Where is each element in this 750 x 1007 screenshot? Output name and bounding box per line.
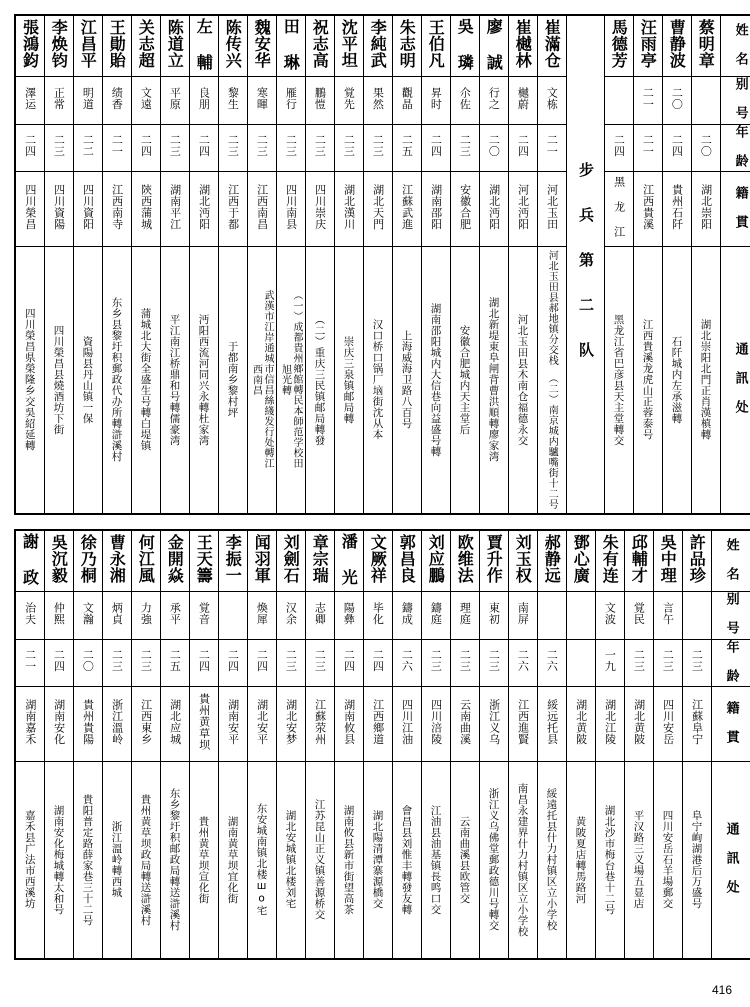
cell-address: 江西貴溪龙虎山正蓉泰号 xyxy=(633,247,662,515)
cell-address: 黑龙江省巴彦县天主堂轉交 xyxy=(604,247,633,515)
cell-age: 二四 xyxy=(189,639,218,687)
cell-name: 王天籌 xyxy=(189,530,218,592)
cell-address: 湖南安化梅城轉太和号 xyxy=(44,762,73,960)
cell-age: 一九 xyxy=(595,639,624,687)
row-header-name: 姓 名 xyxy=(711,530,750,592)
row-header-origin: 籍 貫 xyxy=(720,172,750,247)
cell-name: 李振一 xyxy=(218,530,247,592)
cell-address: 浙江溫岭轉西城 xyxy=(102,762,131,960)
cell-address: 平汉路三义場五显店 xyxy=(624,762,653,960)
cell-alias: 行之 xyxy=(479,77,508,125)
cell-alias: 覚民 xyxy=(624,592,653,640)
cell-age: 二〇 xyxy=(691,124,720,172)
cell-origin: 湖南邵阳 xyxy=(421,172,450,247)
cell-alias-blank xyxy=(537,592,566,640)
cell-origin: 湖北漢川 xyxy=(334,172,363,247)
cell-name: 祝志高 xyxy=(305,15,334,77)
cell-address: 四川榮昌县燒酒坊下街 xyxy=(44,247,73,515)
cell-name: 邱輔才 xyxy=(624,530,653,592)
cell-alias: 治夫 xyxy=(15,592,44,640)
cell-address: 上海威海卫路八百号 xyxy=(392,247,421,515)
cell-address: （二）重庆三民镇邮局轉發 xyxy=(305,247,334,515)
cell-address: 石阡城内左承滋轉 xyxy=(662,247,691,515)
cell-name: 朱有连 xyxy=(595,530,624,592)
cell-origin: 江蘇阜宁 xyxy=(682,687,711,762)
cell-age: 二四 xyxy=(508,124,537,172)
row-header-address: 通 訊 处 xyxy=(720,247,750,515)
cell-origin: 四川涪陵 xyxy=(421,687,450,762)
cell-address: 武漢市江岸通城市信昌絲綫发行处轉江西南昌 xyxy=(247,247,276,515)
cell-origin: 浙江溫岭 xyxy=(102,687,131,762)
cell-alias: 東初 xyxy=(479,592,508,640)
cell-age: 二三 xyxy=(305,124,334,172)
cell-age: 二三 xyxy=(421,639,450,687)
cell-name: 王勛貽 xyxy=(102,15,131,77)
cell-name: 崔樾林 xyxy=(508,15,537,77)
cell-age: 二四 xyxy=(604,124,633,172)
table-row xyxy=(15,639,750,687)
table-row xyxy=(15,77,750,125)
cell-name: 关志超 xyxy=(131,15,160,77)
cell-name: 刘应鵬 xyxy=(421,530,450,592)
cell-age: 二四 xyxy=(334,639,363,687)
cell-origin: 貴州貴陽 xyxy=(73,687,102,762)
cell-alias: 平原 xyxy=(160,77,189,125)
cell-origin: 江西南寺 xyxy=(102,172,131,247)
cell-address: 貴阳普定路薛家巷三十二号 xyxy=(73,762,102,960)
cell-origin: 湖北沔阳 xyxy=(479,172,508,247)
cell-name: 謝 政 xyxy=(15,530,44,592)
row-header-age: 年 龄 xyxy=(720,124,750,172)
cell-origin: 江蘇武進 xyxy=(392,172,421,247)
cell-age: 二四 xyxy=(662,124,691,172)
cell-origin: 湖南嘉禾 xyxy=(15,687,44,762)
cell-alias: 志卿 xyxy=(305,592,334,640)
cell-alias: 良朋 xyxy=(189,77,218,125)
cell-alias: 樾蔚 xyxy=(508,77,537,125)
cell-age: 二六 xyxy=(508,639,537,687)
cell-age: 二一 xyxy=(102,124,131,172)
cell-address: 四川榮昌県榮隆乡交吳紹延轉 xyxy=(15,247,44,515)
cell-address: 于都南乡黎村坪 xyxy=(218,247,247,515)
row-header-age: 年 龄 xyxy=(711,639,750,687)
table-row xyxy=(15,592,750,640)
cell-address: 湖北陽清潭寨源橋交 xyxy=(363,762,392,960)
cell-address: 湖北沙市梅台巷十二号 xyxy=(595,762,624,960)
page-number: 416 xyxy=(711,983,732,997)
cell-alias: 南屏 xyxy=(508,592,537,640)
cell-origin: 云南曲溪 xyxy=(450,687,479,762)
cell-age: 二三 xyxy=(276,124,305,172)
cell-age: 二四 xyxy=(363,639,392,687)
cell-address: （一）成都貴州鄉館轉民本師范学校田旭光轉 xyxy=(276,247,305,515)
cell-address: 平江南江桥鼎和号轉儒豪湾 xyxy=(160,247,189,515)
cell-address: 安徽合肥城内天主堂后 xyxy=(450,247,479,515)
cell-name: 廖 誠 xyxy=(479,15,508,77)
cell-address: 云南曲溪县欧管交 xyxy=(450,762,479,960)
cell-address: 會昌县刘惟丰轉發友轉 xyxy=(392,762,421,960)
cell-origin: 湖南攸县 xyxy=(334,687,363,762)
cell-origin: 江蘇荥州 xyxy=(305,687,334,762)
cell-alias: 理庭 xyxy=(450,592,479,640)
cell-origin: 江西于都 xyxy=(218,172,247,247)
row-header-name: 姓 名 xyxy=(720,15,750,77)
table-separator xyxy=(14,515,736,529)
cell-origin: 四川崇庆 xyxy=(305,172,334,247)
cell-age: 二五 xyxy=(160,639,189,687)
cell-name: 李純武 xyxy=(363,15,392,77)
row-header-alias: 别 号 xyxy=(720,77,750,125)
row-header-alias: 别 号 xyxy=(711,592,750,640)
table-row xyxy=(15,530,750,592)
cell-origin: 湖北应城 xyxy=(160,687,189,762)
cell-alias: 文遠 xyxy=(131,77,160,125)
cell-alias: 鑄成 xyxy=(392,592,421,640)
cell-age: 二三 xyxy=(276,639,305,687)
cell-address: 湖南攸县新市街望高茶 xyxy=(334,762,363,960)
cell-alias: 二〇 xyxy=(662,77,691,125)
cell-age: 二三 xyxy=(450,124,479,172)
cell-origin: 江西進賢 xyxy=(508,687,537,762)
cell-age: 二四 xyxy=(131,124,160,172)
cell-age: 二五 xyxy=(392,124,421,172)
cell-alias: 文瀚 xyxy=(73,592,102,640)
cell-address: 东乡黎圩积邮政局轉送滸溪村 xyxy=(160,762,189,960)
cell-origin: 黑 龙 江 xyxy=(604,172,633,247)
cell-age: 二三 xyxy=(682,639,711,687)
cell-name: 欧维法 xyxy=(450,530,479,592)
cell-origin: 湖北安平 xyxy=(247,687,276,762)
row-header-address: 通 訊 处 xyxy=(711,762,750,960)
table-row xyxy=(15,15,750,77)
cell-name: 曹静波 xyxy=(662,15,691,77)
cell-name: 李焕钧 xyxy=(44,15,73,77)
cell-age: 二〇 xyxy=(479,124,508,172)
cell-age: 二三 xyxy=(334,124,363,172)
cell-name: 章宗瑞 xyxy=(305,530,334,592)
cell-name: 金開焱 xyxy=(160,530,189,592)
cell-alias: 覚音 xyxy=(189,592,218,640)
cell-origin: 四川榮昌 xyxy=(15,172,44,247)
cell-name: 王伯凡 xyxy=(421,15,450,77)
cell-age: 二三 xyxy=(218,124,247,172)
cell-alias: 黎生 xyxy=(218,77,247,125)
cell-age: 二三 xyxy=(247,124,276,172)
cell-alias-blank xyxy=(566,592,595,640)
cell-address: 湖南黄草坝宜化街 xyxy=(218,762,247,960)
cell-address: 江油县油基镇長鸣口交 xyxy=(421,762,450,960)
cell-origin: 湖北安梦 xyxy=(276,687,305,762)
cell-address: 綏遠托县什力村镇区立小学校 xyxy=(537,762,566,960)
cell-age: 二三 xyxy=(479,639,508,687)
cell-address: 河北玉田县木南仓福德永交 xyxy=(508,247,537,515)
cell-origin: 四川資阳 xyxy=(73,172,102,247)
cell-name: 曹永湘 xyxy=(102,530,131,592)
cell-address: 南昌永建界什力村镇区立小学校 xyxy=(508,762,537,960)
cell-name: 鄧心廣 xyxy=(566,530,595,592)
cell-alias: 觀晶 xyxy=(392,77,421,125)
cell-age: 二三 xyxy=(131,639,160,687)
cell-address: 浙江义乌佛堂郵政德川号轉交 xyxy=(479,762,508,960)
cell-age: 二三 xyxy=(363,124,392,172)
cell-address: 湖北新堤東阜闸背曹洪順轉廖家湾 xyxy=(479,247,508,515)
cell-age: 二三 xyxy=(44,124,73,172)
cell-origin: 湖北崇阳 xyxy=(691,172,720,247)
table-row xyxy=(15,172,750,247)
cell-age: 二三 xyxy=(102,639,131,687)
cell-age-blank xyxy=(566,639,595,687)
cell-origin: 四川安岳 xyxy=(653,687,682,762)
cell-address: 貴州黄草坝宣化街 xyxy=(189,762,218,960)
cell-origin: 江西鄉道 xyxy=(363,687,392,762)
cell-origin: 四川南县 xyxy=(276,172,305,247)
cell-alias: 尒佐 xyxy=(450,77,479,125)
cell-alias: 文栋 xyxy=(537,77,566,125)
cell-age: 二四 xyxy=(421,124,450,172)
cell-name: 吳沉毅 xyxy=(44,530,73,592)
cell-alias: 炳貞 xyxy=(102,592,131,640)
cell-name: 江昌平 xyxy=(73,15,102,77)
cell-age: 二三 xyxy=(160,124,189,172)
cell-name: 沈平坦 xyxy=(334,15,363,77)
cell-alias: 鵬愷 xyxy=(305,77,334,125)
cell-address: 貴州黄草坝政局轉送滸溪村 xyxy=(131,762,160,960)
roster-table-2 xyxy=(14,529,750,960)
cell-origin: 湖南平江 xyxy=(160,172,189,247)
cell-age: 二三 xyxy=(653,639,682,687)
cell-address: 阜宁峋湖港后万盛号 xyxy=(682,762,711,960)
cell-origin: 四川資陽 xyxy=(44,172,73,247)
cell-address: 湖南邵阳城内大信巷向益盛号轉 xyxy=(421,247,450,515)
cell-name: 闻羽軍 xyxy=(247,530,276,592)
table-row xyxy=(15,762,750,960)
cell-alias: 澤运 xyxy=(15,77,44,125)
cell-origin: 江西東乡 xyxy=(131,687,160,762)
table-row xyxy=(15,247,750,515)
cell-name: 潘 光 xyxy=(334,530,363,592)
cell-origin: 江西貴溪 xyxy=(633,172,662,247)
cell-alias: 言午 xyxy=(653,592,682,640)
cell-alias: 寒暉 xyxy=(247,77,276,125)
cell-alias: 文波 xyxy=(595,592,624,640)
cell-origin: 江西南昌 xyxy=(247,172,276,247)
cell-name: 許品珍 xyxy=(682,530,711,592)
cell-name: 刘劍石 xyxy=(276,530,305,592)
cell-address: 东乡县黎圩积郵政代办所轉滸溪村 xyxy=(102,247,131,515)
cell-name: 賈升作 xyxy=(479,530,508,592)
cell-alias: 明道 xyxy=(73,77,102,125)
cell-origin: 貴州石阡 xyxy=(662,172,691,247)
cell-alias: 力強 xyxy=(131,592,160,640)
cell-name: 吳 璘 xyxy=(450,15,479,77)
cell-address: 嘉禾县广法市西溪坊 xyxy=(15,762,44,960)
cell-origin: 湖北天門 xyxy=(363,172,392,247)
cell-origin: 浙江义乌 xyxy=(479,687,508,762)
cell-age: 二一 xyxy=(537,124,566,172)
cell-alias: 汉余 xyxy=(276,592,305,640)
cell-age: 二六 xyxy=(392,639,421,687)
cell-origin: 湖北黄陂 xyxy=(566,687,595,762)
cell-origin: 湖北黄陂 xyxy=(624,687,653,762)
table-row xyxy=(15,687,750,762)
cell-alias: 仲熙 xyxy=(44,592,73,640)
cell-address: 資陽县丹山镇一保 xyxy=(73,247,102,515)
cell-name: 吳中理 xyxy=(653,530,682,592)
cell-origin: 湖北江陵 xyxy=(595,687,624,762)
cell-origin: 河北玉田 xyxy=(537,172,566,247)
cell-address: 四川安岳石羊場郵交 xyxy=(653,762,682,960)
cell-age: 二二 xyxy=(73,124,102,172)
cell-age: 二一 xyxy=(15,639,44,687)
cell-name: 徐乃桐 xyxy=(73,530,102,592)
cell-name: 張鴻鈞 xyxy=(15,15,44,77)
table-row xyxy=(15,124,750,172)
cell-name: 陈道立 xyxy=(160,15,189,77)
cell-alias: 鑄庭 xyxy=(421,592,450,640)
cell-address: 东安城南镇北楼шо宅 xyxy=(247,762,276,960)
cell-alias: 陽彝 xyxy=(334,592,363,640)
roster-table-1 xyxy=(14,14,750,515)
cell-name: 郭昌良 xyxy=(392,530,421,592)
cell-origin: 四川江油 xyxy=(392,687,421,762)
cell-name: 左 輔 xyxy=(189,15,218,77)
cell-origin: 河北沔阳 xyxy=(508,172,537,247)
cell-address: 黄陂夏店轉馬路河 xyxy=(566,762,595,960)
cell-name: 陈传兴 xyxy=(218,15,247,77)
cell-alias: 覚先 xyxy=(334,77,363,125)
cell-age: 二四 xyxy=(189,124,218,172)
cell-age: 二三 xyxy=(450,639,479,687)
cell-alias: 正常 xyxy=(44,77,73,125)
unit-label-cell: 步 兵 第 二 队 xyxy=(566,15,604,514)
cell-name: 馬德芳 xyxy=(604,15,633,77)
cell-address: 蒲城北大街全盛生号轉白堤镇 xyxy=(131,247,160,515)
cell-name: 郝静远 xyxy=(537,530,566,592)
cell-alias: 雁行 xyxy=(276,77,305,125)
cell-origin: 安徽合肥 xyxy=(450,172,479,247)
cell-age: 二六 xyxy=(537,639,566,687)
cell-address: 湖北安城镇北楼刘宅 xyxy=(276,762,305,960)
cell-alias: 果然 xyxy=(363,77,392,125)
cell-alias-blank xyxy=(682,592,711,640)
cell-alias-blank xyxy=(604,77,633,125)
cell-alias: 煥犀 xyxy=(247,592,276,640)
cell-address: 江苏昆山正义镇善源桥交 xyxy=(305,762,334,960)
cell-address: 汉口桥口锅厂垴街沈从本 xyxy=(363,247,392,515)
cell-alias-blank xyxy=(218,592,247,640)
cell-age: 二〇 xyxy=(73,639,102,687)
cell-alias: 绩香 xyxy=(102,77,131,125)
cell-name: 田 琳 xyxy=(276,15,305,77)
cell-age: 二四 xyxy=(15,124,44,172)
cell-age: 二四 xyxy=(218,639,247,687)
cell-alias: 二一 xyxy=(633,77,662,125)
cell-address: 河北玉田县郝地镇分交栈 （二）南京城内驢嘴街十二号 xyxy=(537,247,566,515)
cell-name: 朱志明 xyxy=(392,15,421,77)
cell-age: 二四 xyxy=(247,639,276,687)
cell-age: 二三 xyxy=(624,639,653,687)
cell-address: 沔阳西流河同兴永轉杜家湾 xyxy=(189,247,218,515)
row-header-origin: 籍 貫 xyxy=(711,687,750,762)
cell-alias: 毕化 xyxy=(363,592,392,640)
cell-alias: 昇时 xyxy=(421,77,450,125)
cell-name: 蔡明章 xyxy=(691,15,720,77)
cell-age: 二四 xyxy=(44,639,73,687)
cell-name: 文厥祥 xyxy=(363,530,392,592)
cell-name: 崔滿仓 xyxy=(537,15,566,77)
cell-origin: 湖南安平 xyxy=(218,687,247,762)
cell-origin: 湖南安化 xyxy=(44,687,73,762)
cell-alias: 承平 xyxy=(160,592,189,640)
cell-name: 魏安华 xyxy=(247,15,276,77)
cell-name: 刘玉权 xyxy=(508,530,537,592)
cell-address: 湖北崇阳北門正肖漢槙轉 xyxy=(691,247,720,515)
cell-name: 汪雨亭 xyxy=(633,15,662,77)
cell-origin: 陝西蒲城 xyxy=(131,172,160,247)
cell-name: 何江風 xyxy=(131,530,160,592)
cell-alias-blank xyxy=(691,77,720,125)
cell-age: 二三 xyxy=(305,639,334,687)
cell-address: 崇庆三泉镇邮局轉 xyxy=(334,247,363,515)
cell-origin: 湖北沔阳 xyxy=(189,172,218,247)
cell-origin: 綏远托县 xyxy=(537,687,566,762)
cell-origin: 貴州黄草坝 xyxy=(189,687,218,762)
cell-age: 二一 xyxy=(633,124,662,172)
